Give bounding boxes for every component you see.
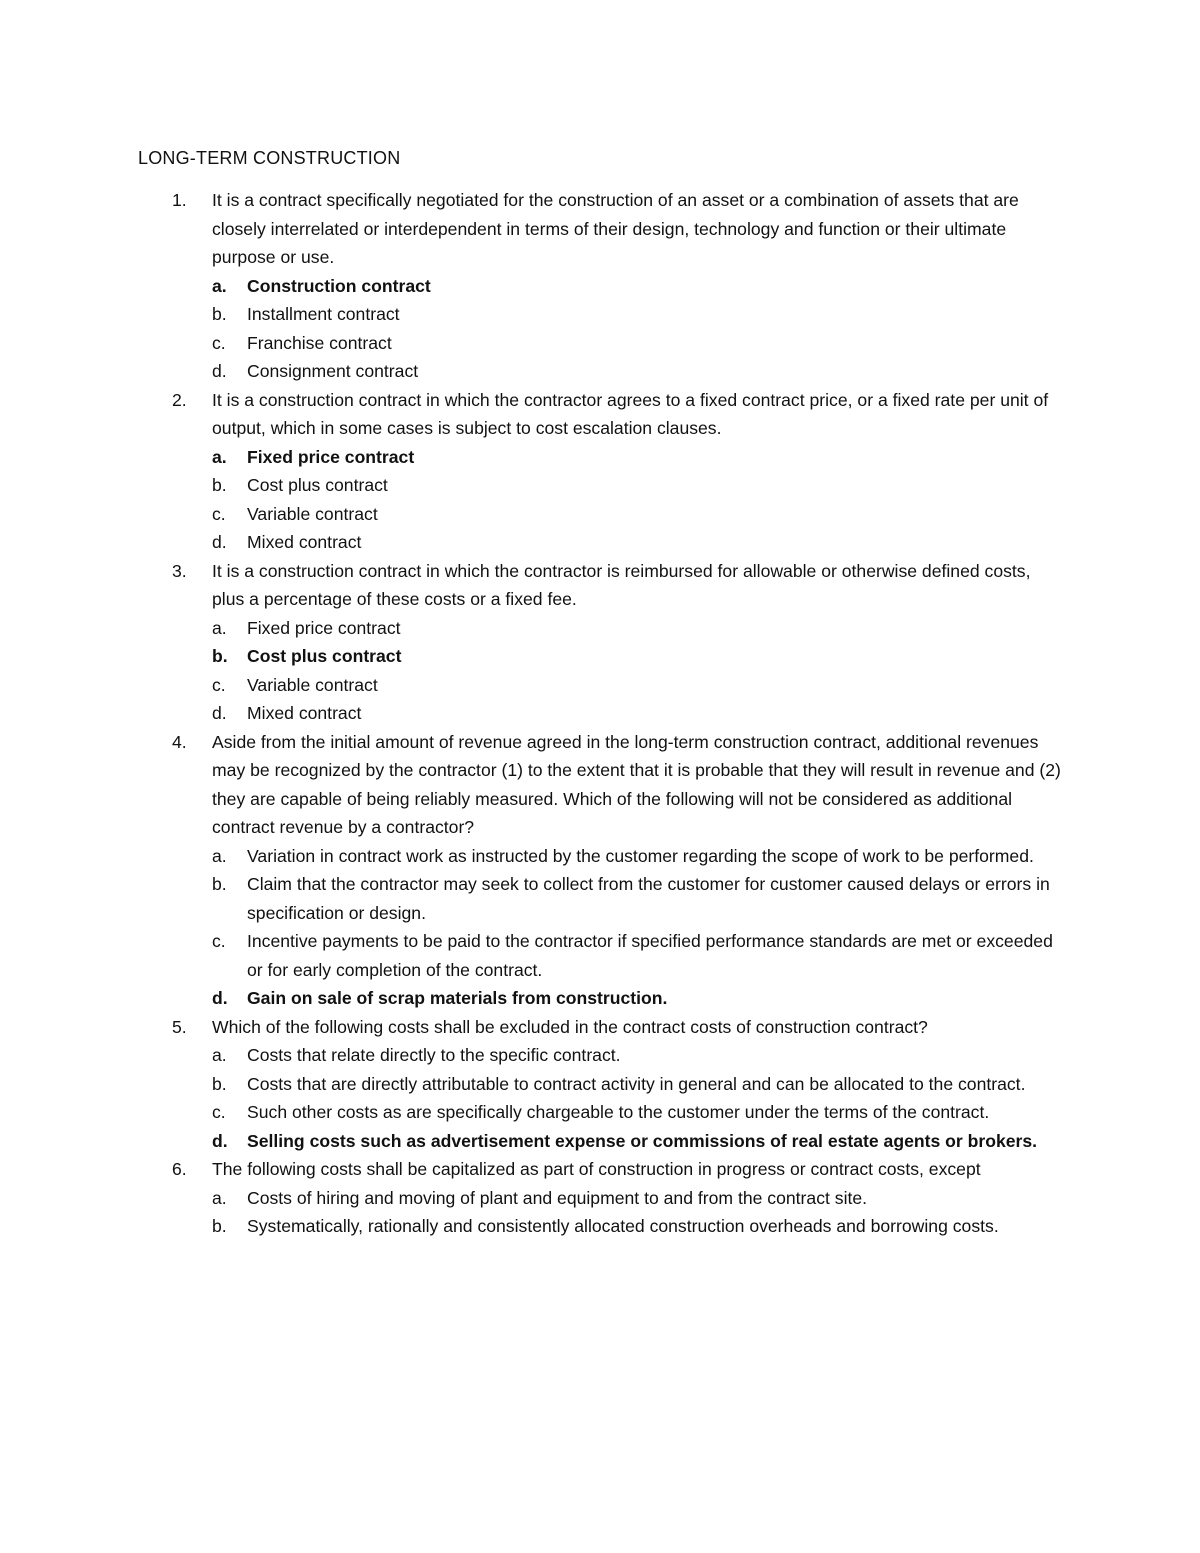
option-item xyxy=(212,671,1063,700)
option-text: Such other costs as are specifically chargeable to the customer under the terms of the contract. xyxy=(247,1102,990,1122)
option-item xyxy=(212,642,1063,671)
option-item xyxy=(212,699,1063,728)
question-text: It is a construction contract in which the contractor agrees to a fixed contract price, or a fixed rate per unit of output, which in some cases is subject to cost escalation clauses. xyxy=(212,389,1049,438)
option-text: Systematically, rationally and consistently allocated construction overheads and borrowing costs. xyxy=(247,1216,999,1236)
option-text: Franchise contract xyxy=(247,332,392,353)
question-number: 3. xyxy=(172,560,187,581)
option-letter: d. xyxy=(212,361,227,381)
option-letter: d. xyxy=(212,988,228,1008)
question-text: Which of the following costs shall be excluded in the contract costs of construction contract? xyxy=(212,1016,928,1037)
question-number: 6. xyxy=(172,1159,187,1179)
document-title: LONG-TERM CONSTRUCTION xyxy=(138,148,401,168)
option-item xyxy=(212,272,1063,301)
option-letter: a. xyxy=(212,446,227,467)
option-list xyxy=(212,1041,1063,1155)
option-item xyxy=(212,1041,1063,1070)
option-item xyxy=(212,1070,1063,1099)
option-letter: a. xyxy=(212,1045,227,1065)
option-text: Costs that relate directly to the specific contract. xyxy=(247,1045,621,1065)
option-text: Costs of hiring and moving of plant and equipment to and from the contract site. xyxy=(247,1187,868,1208)
option-list xyxy=(212,842,1063,1013)
option-item xyxy=(212,614,1063,643)
option-item xyxy=(212,528,1063,557)
option-letter: b. xyxy=(212,304,227,324)
option-text: Cost plus contract xyxy=(247,646,402,666)
option-item xyxy=(212,300,1063,329)
option-letter: a. xyxy=(212,617,227,638)
option-item xyxy=(212,842,1063,871)
question-item xyxy=(138,728,1063,1013)
option-item xyxy=(212,870,1063,927)
option-letter: c. xyxy=(212,674,226,695)
question-item xyxy=(138,557,1063,728)
option-list xyxy=(212,1184,1063,1241)
option-text: Fixed price contract xyxy=(247,617,401,638)
option-letter: b. xyxy=(212,475,227,495)
option-letter: d. xyxy=(212,1130,228,1151)
option-text: Incentive payments to be paid to the contractor if specified performance standards are met or exceeded or for early completion of the contract. xyxy=(247,931,1053,980)
question-text: The following costs shall be capitalized as part of construction in progress or contract costs, except xyxy=(212,1159,981,1179)
option-letter: c. xyxy=(212,332,226,353)
option-text: Gain on sale of scrap materials from construction. xyxy=(247,988,668,1008)
option-letter: a. xyxy=(212,1187,227,1208)
question-number: 2. xyxy=(172,389,187,410)
option-item xyxy=(212,357,1063,386)
option-item xyxy=(212,500,1063,529)
option-letter: d. xyxy=(212,532,227,552)
question-item xyxy=(138,1013,1063,1156)
option-item xyxy=(212,1184,1063,1213)
option-text: Variation in contract work as instructed by the customer regarding the scope of work to be performed. xyxy=(247,845,1034,866)
option-letter: b. xyxy=(212,1073,227,1094)
option-letter: b. xyxy=(212,874,227,894)
question-text: It is a construction contract in which the contractor is reimbursed for allowable or otherwise defined costs, plus a percentage of these costs or a fixed fee. xyxy=(212,560,1031,609)
option-text: Cost plus contract xyxy=(247,475,388,495)
option-letter: a. xyxy=(212,275,227,296)
option-text: Fixed price contract xyxy=(247,446,415,467)
question-item xyxy=(138,186,1063,386)
option-letter: c. xyxy=(212,1102,226,1122)
question-list xyxy=(138,186,1063,1241)
question-item xyxy=(138,386,1063,557)
option-text: Variable contract xyxy=(247,674,378,695)
option-letter: b. xyxy=(212,646,228,666)
option-list xyxy=(212,272,1063,386)
question-text: It is a contract specifically negotiated for the construction of an asset or a combination of assets that are closely interrelated or interdependent in terms of their design, technology and function or their ultimate purpose or use. xyxy=(212,190,1019,267)
option-letter: c. xyxy=(212,931,226,951)
option-text: Installment contract xyxy=(247,304,400,324)
option-letter: d. xyxy=(212,703,227,723)
option-item xyxy=(212,927,1063,984)
option-item xyxy=(212,1127,1063,1156)
option-list xyxy=(212,443,1063,557)
option-item xyxy=(212,984,1063,1013)
option-text: Selling costs such as advertisement expense or commissions of real estate agents or brokers. xyxy=(247,1130,1038,1151)
question-number: 4. xyxy=(172,731,187,752)
option-text: Mixed contract xyxy=(247,703,362,723)
option-text: Construction contract xyxy=(247,275,431,296)
option-item xyxy=(212,1098,1063,1127)
question-text: Aside from the initial amount of revenue agreed in the long-term construction contract, additional revenues may be recognized by the contractor (1) to the extent that it is probable that they will result in revenue and (2) they are capable of being reliably measured. Which of the following will not be considered as additional contract revenue by a contractor? xyxy=(212,731,1061,837)
option-item xyxy=(212,443,1063,472)
option-text: Variable contract xyxy=(247,503,378,524)
question-item xyxy=(138,1155,1063,1241)
option-letter: c. xyxy=(212,503,226,524)
option-list xyxy=(212,614,1063,728)
option-letter: b. xyxy=(212,1216,227,1236)
option-text: Costs that are directly attributable to contract activity in general and can be allocated to the contract. xyxy=(247,1073,1026,1094)
question-number: 5. xyxy=(172,1016,187,1037)
option-text: Claim that the contractor may seek to collect from the customer for customer caused delays or errors in specification or design. xyxy=(247,874,1050,923)
option-text: Mixed contract xyxy=(247,532,362,552)
option-item xyxy=(212,329,1063,358)
option-item xyxy=(212,471,1063,500)
option-item xyxy=(212,1212,1063,1241)
option-text: Consignment contract xyxy=(247,361,419,381)
question-number: 1. xyxy=(172,190,187,210)
option-letter: a. xyxy=(212,845,227,866)
